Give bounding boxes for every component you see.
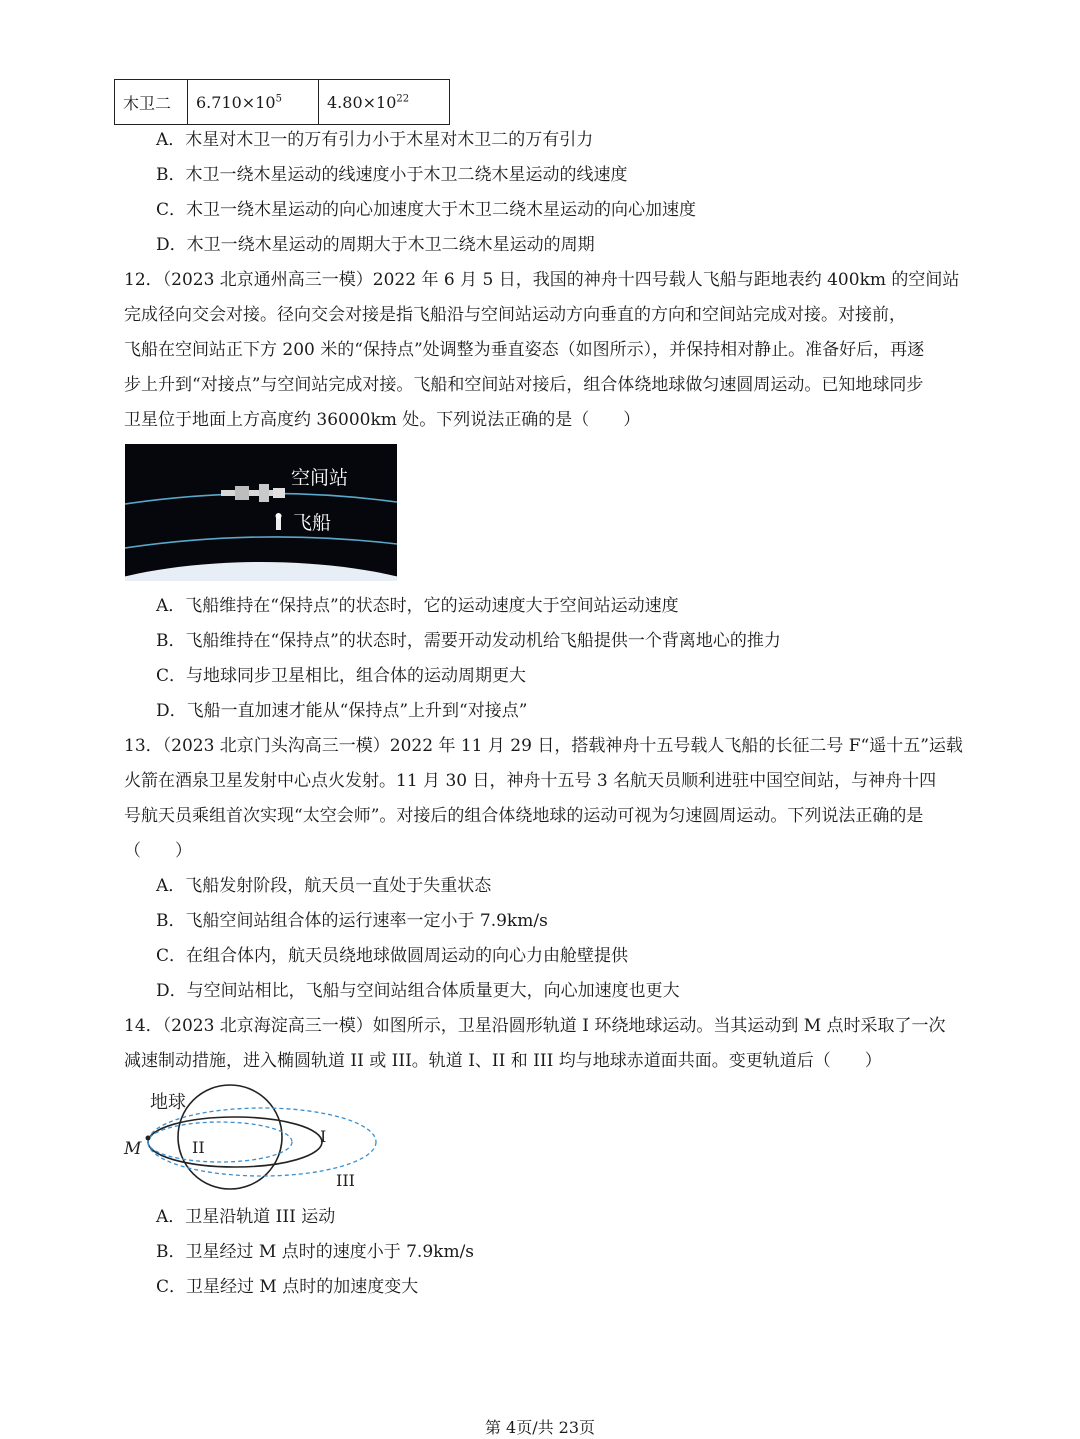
q14-stem-line: 减速制动措施，进入椭圆轨道 II 或 III。轨道 I、II 和 III 均与地球赤道面共面。变更轨道后（ ） xyxy=(124,1051,882,1071)
q14-stem-line: 14．（2023 北京海淀高三一模）如图所示，卫星沿圆形轨道 I 环绕地球运动。当其运动到 M 点时采取了一次 xyxy=(124,1016,946,1036)
q13-option-a: A．飞船发射阶段，航天员一直处于失重状态 xyxy=(156,876,492,896)
orbit-II-label: II xyxy=(192,1138,205,1157)
earth-surface xyxy=(125,562,397,581)
q14-option-b: B．卫星经过 M 点时的速度小于 7.9km/s xyxy=(156,1242,475,1262)
moon-data-table xyxy=(114,79,450,125)
earth-label: 地球 xyxy=(150,1092,186,1113)
table-cell-mass: $4.80\times 10^{22}$ xyxy=(319,80,450,125)
ship-orbit-line xyxy=(125,537,397,548)
spaceship-icon xyxy=(276,513,282,530)
q11-option-d: D．木卫一绕木星运动的周期大于木卫二绕木星运动的周期 xyxy=(156,235,595,255)
orbit-II xyxy=(148,1122,292,1162)
table-cell-radius: $6.710\times 10^5$ xyxy=(188,80,319,125)
q13-option-c: C．在组合体内，航天员绕地球做圆周运动的向心力由舱壁提供 xyxy=(156,946,629,966)
q13-option-b: B．飞船空间站组合体的运行速率一定小于 7.9km/s xyxy=(156,911,548,931)
q13-stem-line: （ ） xyxy=(124,841,192,861)
orbit-I xyxy=(148,1117,322,1167)
q13-stem-line: 号航天员乘组首次实现“太空会师”。对接后的组合体绕地球的运动可视为匀速圆周运动。下列说法正确的是 xyxy=(124,806,924,826)
space-station-icon xyxy=(221,484,285,502)
earth-circle xyxy=(178,1085,282,1189)
q11-option-c: C．木卫一绕木星运动的向心加速度大于木卫二绕木星运动的向心加速度 xyxy=(156,200,697,220)
space-station-illustration xyxy=(125,444,397,581)
orbit-diagram xyxy=(120,1082,380,1194)
table-cell-name: 木卫二 xyxy=(115,80,188,125)
point-M-marker xyxy=(146,1136,151,1141)
page-footer: 第 4页/共 23页 xyxy=(484,1418,596,1437)
orbit-I-label: I xyxy=(320,1127,327,1146)
space-station-figure xyxy=(125,444,397,581)
q14-option-c: C．卫星经过 M 点时的加速度变大 xyxy=(156,1277,419,1297)
q12-stem-line: 步上升到“对接点”与空间站完成对接。飞船和空间站对接后，组合体绕地球做匀速圆周运动。已知地球同步 xyxy=(124,375,924,395)
orbit-diagram-svg xyxy=(120,1082,380,1194)
station-label: 空间站 xyxy=(291,467,349,489)
q13-stem-line: 13．（2023 北京门头沟高三一模）2022 年 11 月 29 日，搭载神舟十五号载人飞船的长征二号 F“遥十五”运载 xyxy=(124,736,963,756)
q11-option-a: A．木星对木卫一的万有引力小于木星对木卫二的万有引力 xyxy=(156,130,594,150)
q14-option-a: A．卫星沿轨道 III 运动 xyxy=(156,1207,336,1227)
point-M-label: M xyxy=(124,1139,142,1159)
q13-stem-line: 火箭在酒泉卫星发射中心点火发射。11 月 30 日，神舟十五号 3 名航天员顺利进驻中国空间站，与神舟十四 xyxy=(124,771,937,791)
q12-option-b: B．飞船维持在“保持点”的状态时，需要开动发动机给飞船提供一个背离地心的推力 xyxy=(156,631,781,651)
table-row xyxy=(115,80,450,125)
q12-option-a: A．飞船维持在“保持点”的状态时，它的运动速度大于空间站运动速度 xyxy=(156,596,679,616)
q12-stem-line: 卫星位于地面上方高度约 36000km 处。下列说法正确的是（ ） xyxy=(124,410,641,430)
q12-option-d: D．飞船一直加速才能从“保持点”上升到“对接点” xyxy=(156,701,528,721)
q12-stem-line: 飞船在空间站正下方 200 米的“保持点”处调整为垂直姿态（如图所示），并保持相对静止。准备好后，再逐 xyxy=(124,340,925,360)
ship-label: 飞船 xyxy=(293,512,332,534)
q11-option-b: B．木卫一绕木星运动的线速度小于木卫二绕木星运动的线速度 xyxy=(156,165,628,185)
q12-option-c: C．与地球同步卫星相比，组合体的运动周期更大 xyxy=(156,666,527,686)
orbit-III-label: III xyxy=(336,1171,355,1190)
q12-stem-line: 12．（2023 北京通州高三一模）2022 年 6 月 5 日，我国的神舟十四号载人飞船与距地表约 400km 的空间站 xyxy=(124,270,960,290)
q13-option-d: D．与空间站相比，飞船与空间站组合体质量更大，向心加速度也更大 xyxy=(156,981,680,1001)
q12-stem-line: 完成径向交会对接。径向交会对接是指飞船沿与空间站运动方向垂直的方向和空间站完成对接。对接前， xyxy=(124,305,906,325)
